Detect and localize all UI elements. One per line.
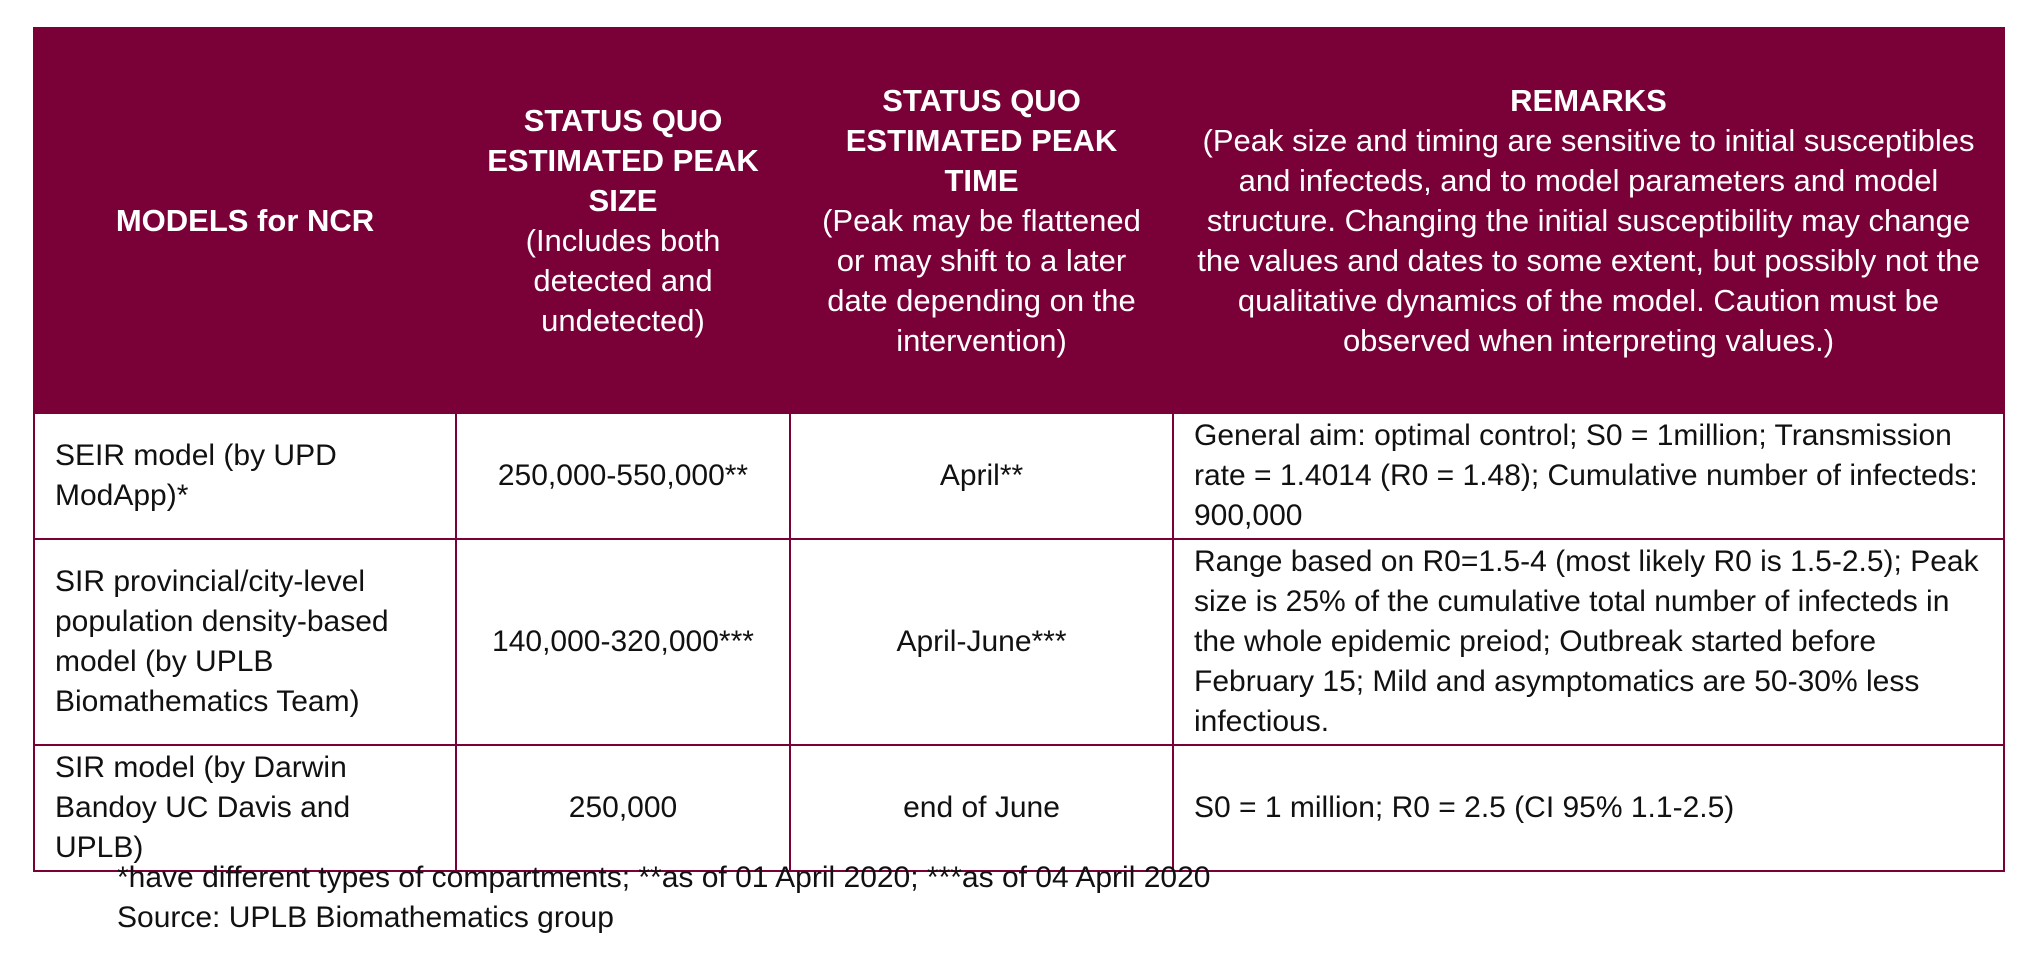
header-remarks — [1173, 28, 2004, 413]
cell-model: SIR model (by Darwin Bandoy UC Davis and UPLB) — [34, 745, 456, 871]
cell-remarks: S0 = 1 million; R0 = 2.5 (CI 95% 1.1-2.5) — [1173, 745, 2004, 871]
table-row — [34, 745, 2004, 871]
models-table — [33, 27, 2005, 872]
header-peak-size-title: STATUS QUO ESTIMATED PEAK SIZE — [487, 102, 759, 218]
footnotes — [117, 858, 1210, 938]
cell-peak-time: April** — [790, 413, 1173, 539]
table-body — [34, 413, 2004, 871]
header-remarks-title: REMARKS — [1510, 82, 1667, 118]
table-row — [34, 413, 2004, 539]
cell-peak-size: 250,000 — [456, 745, 790, 871]
header-row — [34, 28, 2004, 413]
cell-peak-size: 140,000-320,000*** — [456, 539, 790, 745]
cell-remarks: Range based on R0=1.5-4 (most likely R0 is 1.5-2.5); Peak size is 25% of the cumulative total number of infecteds in the whole epidemic preiod; Outbreak started before February 15; Mild and asymptomatics are 50-30% less infectious. — [1173, 539, 2004, 745]
footnote-compartments: *have different types of compartments; **as of 01 April 2020; ***as of 04 April 2020 — [117, 861, 1211, 894]
cell-model: SIR provincial/city-level population density-based model (by UPLB Biomathematics Team) — [34, 539, 456, 745]
header-peak-time — [790, 28, 1173, 413]
table-row — [34, 539, 2004, 745]
header-remarks-note: (Peak size and timing are sensitive to initial susceptibles and infecteds, and to model parameters and model structure. Changing the initial susceptibility may change the values and dates to some extent, but possibly not the qualitative dynamics of the model. Caution must be observed when interpreting values.) — [1197, 122, 1980, 358]
cell-peak-time: end of June — [790, 745, 1173, 871]
footnote-source: Source: UPLB Biomathematics group — [117, 901, 614, 934]
header-models — [34, 28, 456, 413]
cell-remarks: General aim: optimal control; S0 = 1million; Transmission rate = 1.4014 (R0 = 1.48); Cumulative number of infecteds: 900,000 — [1173, 413, 2004, 539]
cell-peak-time: April-June*** — [790, 539, 1173, 745]
table-header — [34, 28, 2004, 413]
header-peak-time-title: STATUS QUO ESTIMATED PEAK TIME — [845, 82, 1118, 198]
header-peak-size-note: (Includes both detected and undetected) — [525, 222, 721, 338]
models-table-container — [33, 27, 2003, 872]
header-models-title: MODELS for NCR — [115, 202, 375, 238]
header-peak-time-note: (Peak may be flattened or may shift to a later date depending on the intervention) — [822, 202, 1141, 358]
header-peak-size — [456, 28, 790, 413]
cell-peak-size: 250,000-550,000** — [456, 413, 790, 539]
cell-model: SEIR model (by UPD ModApp)* — [34, 413, 456, 539]
